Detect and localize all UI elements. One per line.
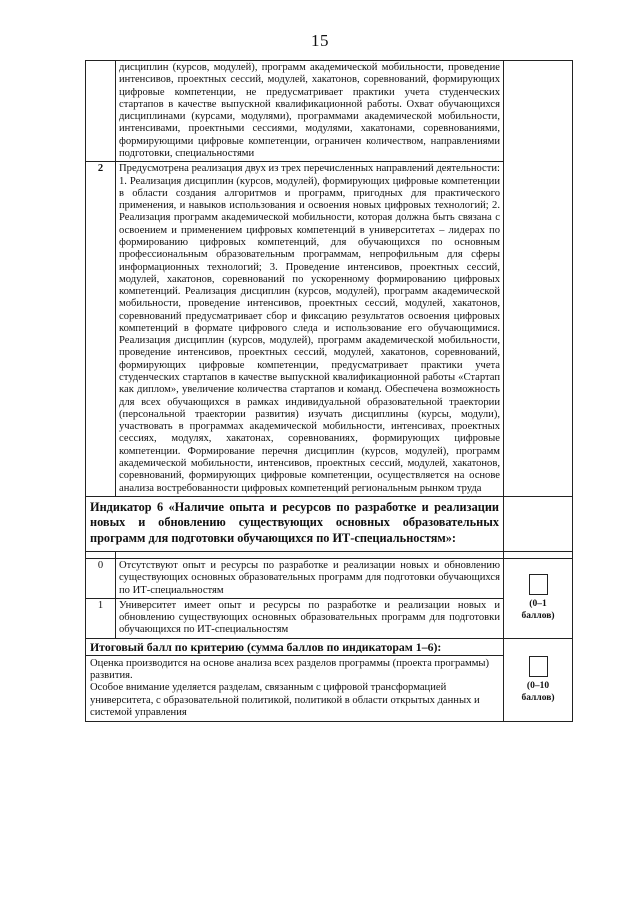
table-row-continued <box>86 61 573 162</box>
table-row-option-0 <box>86 559 573 599</box>
total-note-2: Особое внимание уделяется разделам, связанным с цифровой трансформацией университета, с образовательной политикой, политикой в области открытых данных и системой управления <box>90 682 480 718</box>
spacer-row <box>86 552 573 559</box>
total-note-1: Оценка производится на основе анализа всех разделов программы (проекта программы) развития. <box>90 657 490 682</box>
notes-cell <box>86 655 504 721</box>
total-range-line1: (0–10 <box>526 680 550 691</box>
page-number: 15 <box>311 31 329 50</box>
total-label-cell <box>86 638 504 655</box>
text-cell <box>116 559 504 599</box>
criteria-table <box>85 60 573 722</box>
option-description: Университет имеет опыт и ресурсы по разработке и реализации новых и обновлению существующих основных образовательных программ для подготовки обучающихся по ИТ-специальностям <box>119 599 500 636</box>
indicator-6-score-cell <box>504 559 573 639</box>
option-number: 1 <box>86 598 116 638</box>
spacer-cell <box>86 552 116 559</box>
total-range-line2: баллов) <box>521 692 555 703</box>
indicator-header-row <box>86 496 573 551</box>
text-cell <box>116 61 504 162</box>
total-score-cell <box>504 638 573 721</box>
table-row-option-2 <box>86 162 573 497</box>
indicator-cell <box>86 496 504 551</box>
score-checkbox[interactable] <box>529 574 548 595</box>
spacer-cell <box>116 552 504 559</box>
text-cell <box>116 598 504 638</box>
option-description: Предусмотрена реализация двух из трех перечисленных направлений деятельности: 1. Реализация дисциплин (курсов, модулей), формирующих цифровые компетенции в области создания алгоритмов и программ, пригодных для практического применения, и навыков использования и освоения новых цифровых технологий; 2. Реализация программ академической мобильности, которая должна быть связана с освоением и применением цифровых компетенций в университетах – лидерах по формированию цифровых компетенций, для обучающихся по основным профессиональным образовательным программам, непрофильным для сферы информационных технологий; 3. Проведение интенсивов, проектных сессий, модулей, хакатонов, соревнований по ускоренному формированию цифровых компетенций. Реализация дисциплин (курсов, модулей), программ академической мобильности, проведение интенсивов, проектных сессий, модулей, хакатонов, соревнований предусматривает сбор и фиксацию результатов освоения цифровых компетенций в формате цифрового следа и использование его обучающимися. Реализация дисциплин (курсов, модулей), программ академической мобильности, проведение интенсивов, проектных сессий, модулей, хакатонов, соревнований, формирующих цифровые компетенции, предусматривает практики учета студенческих стартапов в качестве выпускной квалификационной работы «Стартап как диплом», увеличение количества стартапов и команд. Обеспечена возможность для всех обучающихся в рамках индивидуальной образовательной траектории (персональной траектории развития) изучать дисциплины (курсы, модули), участвовать в программах академической мобильности, интенсивах, проектных сессиях, модулях, хакатонах, соревнованиях, формирующих цифровые компетенции. Формирование перечня дисциплин (курсов, модулей), программ академической мобильности, интенсивов, проектных сессий, модулей, хакатонов, соревнований, формирующих цифровые компетенции, осуществляется на основе анализа востребованности цифровых компетенций региональным рынком труда <box>119 163 500 494</box>
text-cell <box>116 162 504 497</box>
continued-description: дисциплин (курсов, модулей), программ академической мобильности, проведение интенсивов, проектных сессий, модулей, хакатонов, соревнований, формирующих цифровые компетенции, не предусматривает практики учета студенческих стартапов в качестве выпускной квалификационной работы. Охват обучающихся дисциплинами (курсами, модулями), программами академической мобильности, интенсивами, проектными сессиями, модулями, хакатонами, соревнованиями, формирующими цифровые компетенции, ограничен количеством, направлениями подготовки, специальностями <box>119 62 500 159</box>
option-number: 0 <box>86 559 116 599</box>
option-number: 2 <box>86 162 116 497</box>
option-description: Отсутствуют опыт и ресурсы по разработке и реализации новых и обновлению существующих основных образовательных программ для подготовки обучающихся по ИТ-специальностям <box>119 560 500 596</box>
total-notes-row <box>86 655 573 721</box>
total-score-checkbox[interactable] <box>529 656 548 677</box>
spacer-cell <box>504 552 573 559</box>
total-header-row <box>86 638 573 655</box>
score-range-line1: (0–1 <box>529 599 547 610</box>
number-cell <box>86 61 116 162</box>
score-range-line2: баллов) <box>521 611 555 622</box>
score-cell-empty <box>504 496 573 551</box>
score-cell-empty <box>504 61 573 497</box>
table-row-option-1 <box>86 598 573 638</box>
indicator-6-title: Индикатор 6 «Наличие опыта и ресурсов по разработке и реализации новых и обновлению существующих основных образовательных программ для подготовки обучающихся по ИТ-специальностям»: <box>90 499 499 545</box>
total-score-label: Итоговый балл по критерию (сумма баллов по индикаторам 1–6): <box>90 639 442 654</box>
